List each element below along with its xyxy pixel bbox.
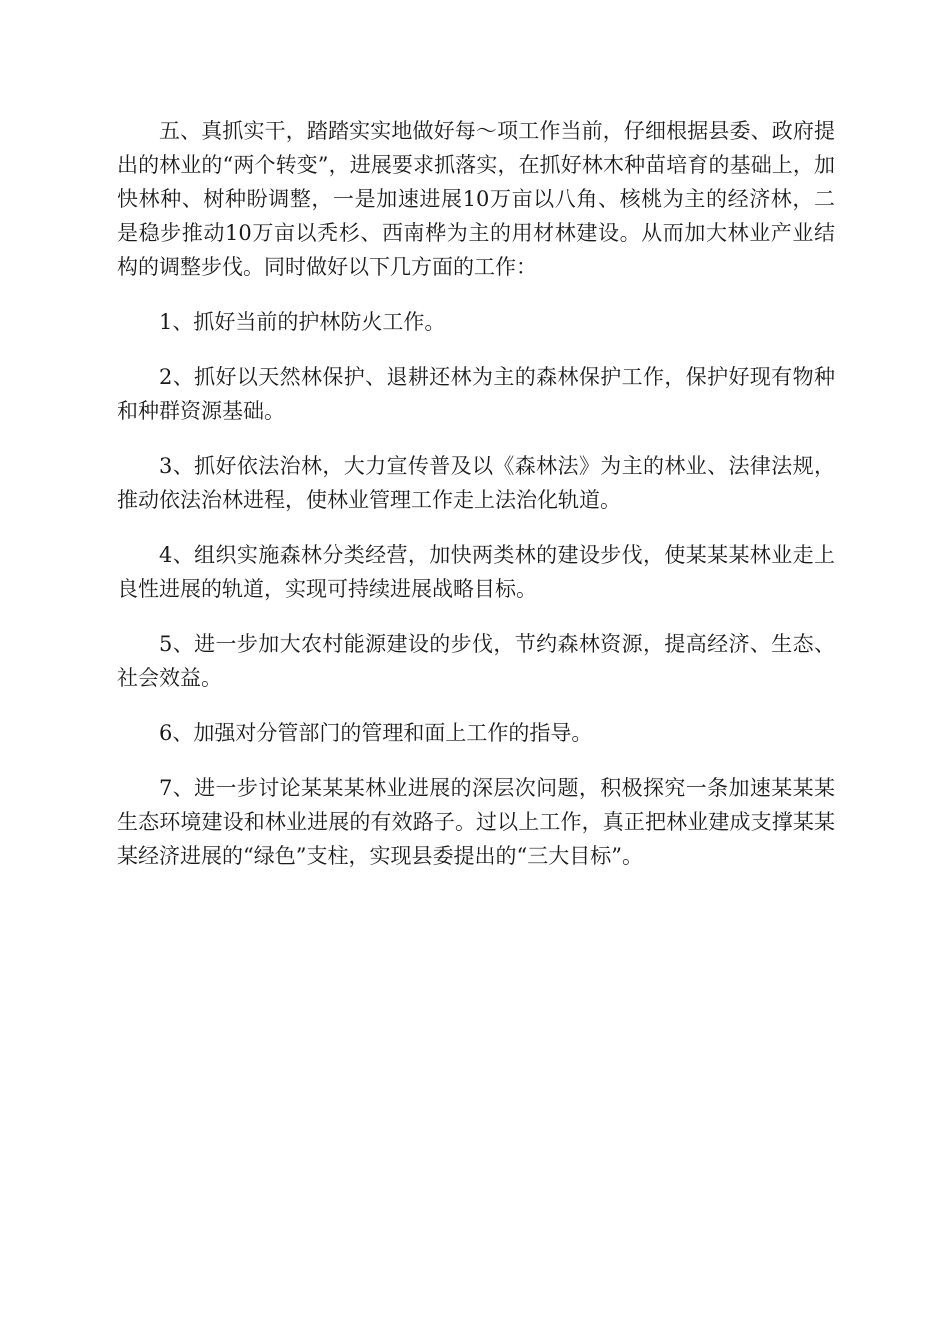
paragraph-item-5: 5、进一步加大农村能源建设的步伐，节约森林资源，提高经济、生态、社会效益。 [117, 632, 835, 690]
paragraph-item-6: 6、加强对分管部门的管理和面上工作的指导。 [159, 721, 593, 745]
paragraph-item-7: 7、进一步讨论某某某林业进展的深层次问题，积极探究一条加速某某某生态环境建设和林业进展的有效路子。过以上工作，真正把林业建成支撑某某某经济进展的“绿色”支柱，实现县委提出的“三大目标”。 [117, 776, 835, 868]
paragraph-item-2: 2、抓好以天然林保护、退耕还林为主的森林保护工作，保护好现有物种和种群资源基础。 [117, 365, 835, 423]
paragraph-section-five: 五、真抓实干，踏踏实实地做好每～项工作当前，仔细根据县委、政府提出的林业的“两个转变”，进展要求抓落实，在抓好林木种苗培育的基础上，加快林种、树种盼调整，一是加速进展10万亩以八角、核桃为主的经济林，二是稳步推动10万亩以秃杉、西南桦为主的用材林建设。从而加大林业产业结构的调整步伐。同时做好以下几方面的工作： [117, 119, 835, 279]
paragraph-item-4: 4、组织实施森林分类经营，加快两类林的建设步伐，使某某某林业走上良性进展的轨道，实现可持续进展战略目标。 [117, 543, 835, 601]
document-body [117, 114, 835, 894]
paragraph-item-3: 3、抓好依法治林，大力宣传普及以《森林法》为主的林业、法律法规，推动依法治林进程，使林业管理工作走上法治化轨道。 [117, 454, 835, 512]
paragraph-item-1: 1、抓好当前的护林防火工作。 [159, 310, 446, 334]
